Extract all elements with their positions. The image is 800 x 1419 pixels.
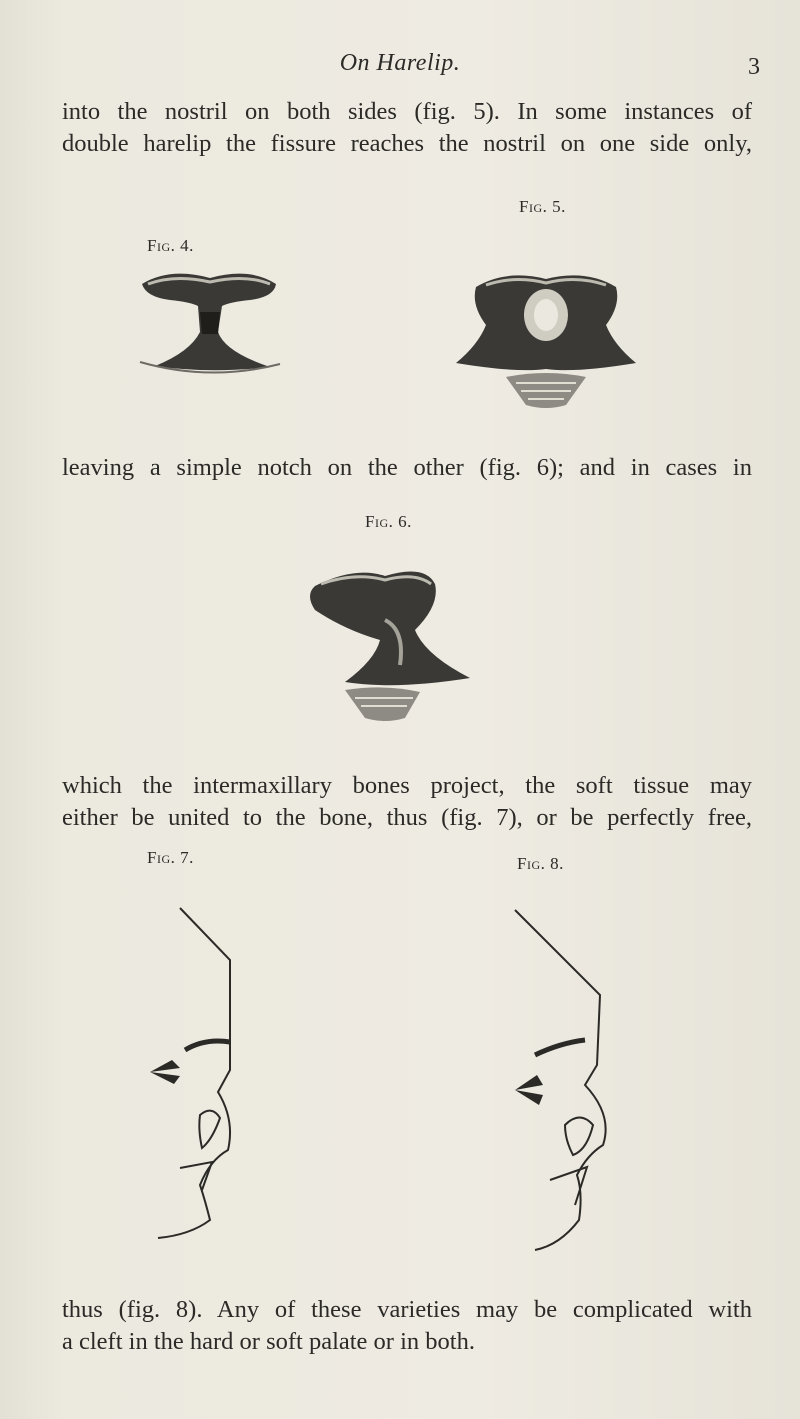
paragraph-4 [62, 1294, 752, 1358]
text-line: either be united to the bone, thus (fig. 7), or be perfectly free, [62, 804, 752, 831]
figure-caption: Fig. 8. [517, 854, 564, 873]
figure-caption: Fig. 5. [519, 197, 566, 216]
profile-outline-united-icon [140, 900, 260, 1245]
profile-outline-free-icon [495, 905, 635, 1255]
page-number: 3 [748, 54, 760, 80]
text-line: double harelip the fissure reaches the nostril on one side only, [62, 130, 752, 157]
figure-7-illustration [140, 900, 260, 1245]
figure-6-illustration [275, 560, 485, 735]
paragraph-3 [62, 770, 752, 834]
text-line: thus (fig. 8). Any of these varieties may be complicated with [62, 1296, 752, 1323]
double-harelip-engraving-icon [446, 265, 646, 415]
paragraph-1 [62, 96, 752, 160]
figure-caption: Fig. 4. [147, 236, 194, 255]
running-title: On Harelip. [339, 50, 461, 76]
figure-caption: Fig. 6. [365, 512, 412, 531]
paragraph-2 [62, 452, 752, 484]
figure-4-illustration [130, 262, 290, 387]
text-line: into the nostril on both sides (fig. 5). In some instances of [62, 98, 752, 125]
harelip-engraving-icon [130, 262, 290, 387]
text-line: leaving a simple notch on the other (fig. 6); and in cases in [62, 454, 752, 481]
single-notch-harelip-engraving-icon [275, 560, 485, 735]
text-line: which the intermaxillary bones project, the soft tissue may [62, 772, 752, 799]
figure-caption: Fig. 7. [147, 848, 194, 867]
figure-8-illustration [495, 905, 635, 1255]
figure-5-illustration [446, 265, 646, 415]
text-line: a cleft in the hard or soft palate or in both. [62, 1328, 475, 1355]
